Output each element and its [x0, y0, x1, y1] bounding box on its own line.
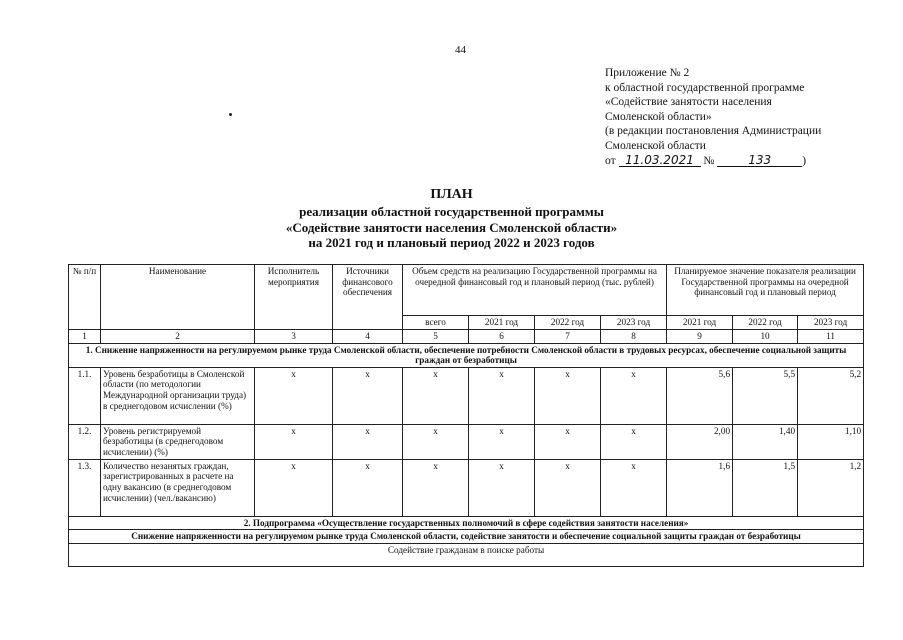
document-title [0, 186, 903, 251]
appendix-line: Приложение № 2 [605, 67, 690, 79]
section-2-goal-row [69, 530, 864, 544]
table-row [69, 459, 864, 516]
header-funds-group: Объем средств на реализацию Государственной программы на очередной финансовый год и плановый период (тыс. рублей) [403, 265, 667, 316]
row-sources: х [333, 424, 403, 459]
row-funds-2022: х [535, 459, 601, 516]
row-funds-2021: х [469, 367, 535, 424]
appendix-line: Смоленской области [605, 139, 706, 152]
column-number: 3 [255, 329, 333, 343]
row-funds-2022: х [535, 424, 601, 459]
date-line [605, 154, 821, 169]
title-line-1: ПЛАН [430, 187, 473, 202]
row-name: Количество незанятых граждан, зарегистрированных в расчете на одну вакансию (в среднегодовом исчислении) (чел./вакансию) [101, 459, 255, 516]
handwritten-number: 133 [717, 154, 802, 167]
header-name: Наименование [101, 265, 255, 330]
header-funds-2023: 2023 год [601, 316, 667, 330]
appendix-line: Смоленской области» [605, 110, 712, 123]
column-number: 1 [69, 329, 101, 343]
row-funds-2023: х [601, 367, 667, 424]
appendix-line: (в редакции постановления Администрации [605, 125, 822, 138]
row-sources: х [333, 367, 403, 424]
header-funds-2021: 2021 год [469, 316, 535, 330]
row-num: 1.2. [69, 424, 101, 459]
row-indicator-2023: 1,10 [798, 424, 864, 459]
header-indicator-2021: 2021 год [667, 316, 733, 330]
row-funds-2023: х [601, 424, 667, 459]
header-num: № п/п [69, 265, 101, 330]
column-number: 8 [601, 329, 667, 343]
appendix-line: «Содействие занятости населения [605, 96, 772, 109]
section-2-row [69, 516, 864, 530]
title-line-3: «Содействие занятости населения Смоленской области» [285, 219, 618, 235]
date-prefix: от [605, 154, 616, 167]
column-number: 2 [101, 329, 255, 343]
row-total: х [403, 424, 469, 459]
appendix-block [605, 66, 821, 168]
row-funds-2022: х [535, 367, 601, 424]
header-sources: Источники финансового обеспечения [333, 265, 403, 330]
page-number: 44 [455, 44, 466, 56]
column-number: 7 [535, 329, 601, 343]
column-number-row [69, 329, 864, 343]
header-executor: Исполнитель мероприятия [255, 265, 333, 330]
row-num: 1.1. [69, 367, 101, 424]
row-funds-2023: х [601, 459, 667, 516]
row-funds-2021: х [469, 424, 535, 459]
column-number: 4 [333, 329, 403, 343]
row-indicator-2021: 5,6 [667, 367, 733, 424]
handwritten-date: 11.03.2021 [619, 154, 701, 167]
row-num: 1.3. [69, 459, 101, 516]
column-number: 5 [403, 329, 469, 343]
row-indicator-2022: 1,40 [733, 424, 798, 459]
row-indicator-2023: 1,2 [798, 459, 864, 516]
row-sources: х [333, 459, 403, 516]
section-2-task-row [69, 543, 864, 566]
title-line-2: реализации областной государственной программы [299, 204, 604, 219]
header-funds-2022: 2022 год [535, 316, 601, 330]
column-number: 6 [469, 329, 535, 343]
appendix-line: к областной государственной программе [605, 81, 805, 94]
row-name: Уровень регистрируемой безработицы (в среднегодовом исчислении) (%) [101, 424, 255, 459]
section-1-title: 1. Снижение напряженности на регулируемом рынке труда Смоленской области, обеспечение потребности Смоленской области в трудовых ресурсах, обеспечение социальной защиты граждан от безработицы [69, 343, 864, 367]
header-total: всего [403, 316, 469, 330]
row-indicator-2023: 5,2 [798, 367, 864, 424]
row-executor: х [255, 459, 333, 516]
section-2-title: 2. Подпрограмма «Осуществление государственных полномочий в сфере содействия занятости населения» [69, 516, 864, 530]
scan-speck [229, 113, 232, 116]
row-indicator-2022: 5,5 [733, 367, 798, 424]
header-indicator-2023: 2023 год [798, 316, 864, 330]
row-executor: х [255, 367, 333, 424]
section-2-goal: Снижение напряженности на регулируемом рынке труда Смоленской области, содействие занятости и обеспечение социальной защиты граждан от безработицы [69, 530, 864, 544]
row-funds-2021: х [469, 459, 535, 516]
title-line-4: на 2021 год и плановый период 2022 и 2023 годов [308, 235, 595, 250]
row-indicator-2022: 1,5 [733, 459, 798, 516]
closing-paren: ) [802, 154, 807, 167]
header-indicator-group: Планируемое значение показателя реализации Государственной программы на очередной финансовый год и плановый период [667, 265, 864, 316]
row-indicator-2021: 2,00 [667, 424, 733, 459]
column-number: 9 [667, 329, 733, 343]
table-row [69, 424, 864, 459]
number-label: № [703, 154, 715, 167]
column-number: 11 [798, 329, 864, 343]
column-number: 10 [733, 329, 798, 343]
row-name: Уровень безработицы в Смоленской области (по методологии Международной организации труда) в среднегодовом исчислении (%) [101, 367, 255, 424]
header-row-top [69, 265, 864, 316]
header-indicator-2022: 2022 год [733, 316, 798, 330]
plan-table [68, 264, 864, 567]
section-1-row [69, 343, 864, 367]
row-executor: х [255, 424, 333, 459]
section-2-task: Содействие гражданам в поиске работы [69, 543, 864, 566]
row-total: х [403, 367, 469, 424]
table-row [69, 367, 864, 424]
row-total: х [403, 459, 469, 516]
row-indicator-2021: 1,6 [667, 459, 733, 516]
